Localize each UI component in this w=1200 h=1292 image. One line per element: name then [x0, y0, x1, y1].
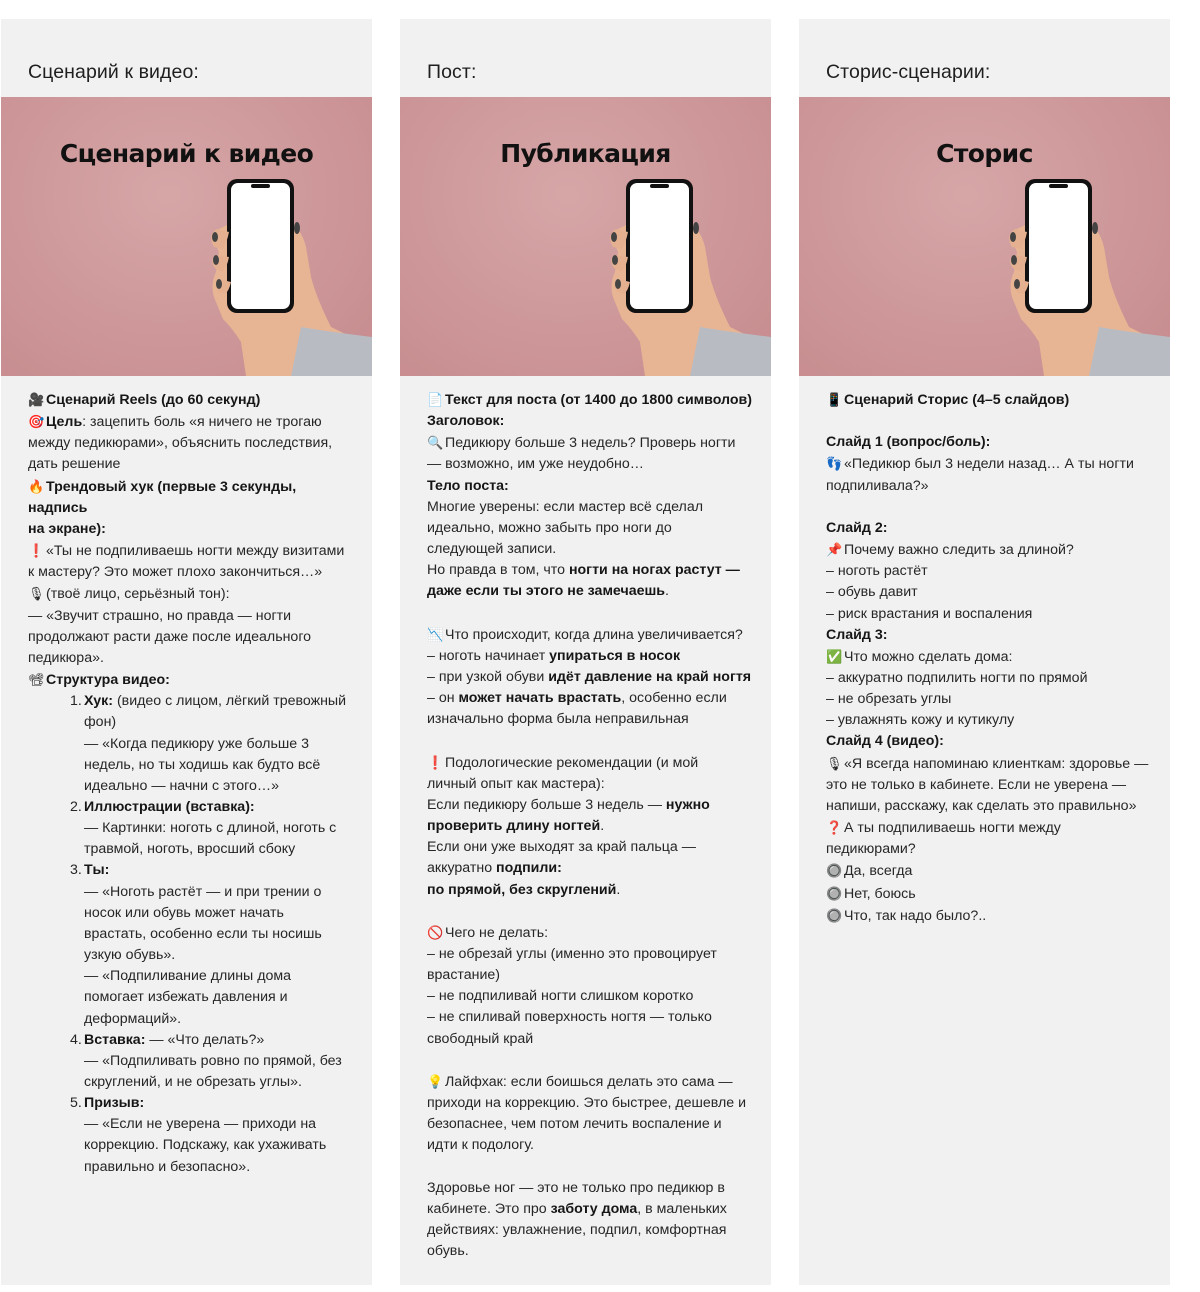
- line-text: действиях: увлажнение, подпил, комфортная: [427, 1222, 727, 1239]
- line-text: «Ты не подпиливаешь ногти между визитами: [46, 543, 345, 560]
- emoji-icon: ❓: [826, 820, 843, 836]
- list-number: 5.: [70, 1095, 82, 1112]
- line-text: к мастеру? Это может плохо закончиться…»: [28, 564, 323, 581]
- bold-text: нужно: [665, 796, 710, 813]
- line-text: — «Если не уверена — приходи на: [84, 1116, 317, 1133]
- line-text: Но правда в том, что: [427, 562, 569, 579]
- text-line: [427, 581, 752, 602]
- line-text: — «Подпиливание длины дома: [84, 968, 292, 985]
- line-text: врастание): [427, 967, 501, 984]
- line-text: узкую обувь».: [84, 947, 176, 964]
- text-line: [28, 945, 353, 966]
- line-text: – увлажнять кожу и кутикулу: [826, 712, 1015, 729]
- line-text: Лайфхак: если боишься делать это сама —: [445, 1073, 733, 1090]
- text-line: [28, 1072, 353, 1093]
- text-line: [826, 625, 1151, 646]
- text-line: [28, 1135, 353, 1156]
- text-line: [28, 411, 353, 433]
- line-text: Здоровье ног — это не только про педикюр в: [427, 1179, 725, 1196]
- list-number: 1.: [70, 693, 82, 710]
- heading-text: Слайд 2:: [826, 519, 888, 536]
- heading-text: Слайд 3:: [826, 626, 888, 643]
- bold-text: упираться в носок: [549, 647, 681, 664]
- line-text: педикюра».: [28, 649, 104, 666]
- text-line: [427, 539, 752, 560]
- line-text: скруглений, и не обрезать углы».: [84, 1074, 302, 1090]
- card-title: Сценарий к видео:: [28, 61, 199, 83]
- line-text: носок или обувь может начать: [84, 904, 284, 921]
- line-text: обувь.: [427, 1243, 469, 1260]
- text-line: [427, 1007, 752, 1028]
- card-stories: [799, 19, 1170, 1285]
- text-line: [427, 1178, 752, 1199]
- text-line: [427, 752, 752, 774]
- line-text: фон): [84, 714, 117, 731]
- text-line: [826, 775, 1151, 796]
- emoji-icon: ❗: [427, 754, 444, 770]
- emoji-icon: 🚫: [427, 924, 444, 940]
- emoji-icon: 👣: [826, 456, 843, 472]
- line-text: продолжают расти даже после идеального: [28, 628, 312, 645]
- text-line: [28, 1157, 353, 1178]
- line-text: это не только в кабинете. Если не уверена —: [826, 776, 1127, 793]
- line-text: — «Подпиливать ровно по прямой, без: [84, 1052, 342, 1069]
- line-text: – при узкой обуви: [427, 669, 549, 686]
- text-line: [28, 1051, 353, 1072]
- emoji-icon: 📉: [427, 626, 444, 642]
- list-number: 3.: [70, 862, 82, 879]
- emoji-icon: ❗: [28, 543, 45, 559]
- line-text: — «Звучит страшно, но правда — ногти: [28, 607, 292, 624]
- line-text: — «Ноготь растёт — и при трении о: [84, 883, 322, 900]
- line-text: – обувь давит: [826, 584, 918, 601]
- text-line: [826, 604, 1151, 625]
- text-line: [427, 603, 752, 624]
- card-body: [28, 389, 353, 1178]
- text-line: [28, 519, 353, 540]
- line-text: идеально, можно забыть про ноги до: [427, 519, 672, 536]
- text-line: [427, 624, 752, 646]
- line-text: дать решение: [28, 456, 121, 473]
- text-line: [826, 817, 1151, 839]
- list-item-title: Иллюстрации (вставка):: [84, 798, 255, 815]
- text-line: [28, 540, 353, 562]
- hero-image: [799, 97, 1170, 376]
- text-line: [427, 432, 752, 454]
- hero-title: Публикация: [500, 139, 671, 168]
- hero-title: Сценарий к видео: [59, 139, 314, 168]
- text-line: [826, 860, 1151, 882]
- line-text: между педикюрами», объяснить последствия,: [28, 435, 333, 452]
- list-item-title: Ты:: [84, 862, 110, 879]
- text-line: [28, 882, 353, 903]
- card-body: [427, 389, 752, 1262]
- emoji-icon: 🔍: [427, 435, 444, 451]
- line-text: Чего не делать:: [445, 924, 549, 941]
- emoji-icon: 🎥: [28, 392, 45, 407]
- emoji-icon: 🔘: [826, 885, 843, 901]
- heading-text: Сценарий Сторис (4–5 слайдов): [844, 392, 1070, 408]
- heading-text: Тело поста:: [427, 477, 509, 494]
- hero-image: [400, 97, 771, 376]
- text-line: [28, 454, 353, 475]
- text-line: [28, 734, 353, 755]
- line-text: .: [600, 818, 605, 835]
- text-line: [826, 497, 1151, 518]
- text-line: [28, 1009, 353, 1030]
- line-text: деформаций».: [84, 1010, 182, 1027]
- text-line: [28, 627, 353, 648]
- emoji-icon: 🔥: [28, 478, 45, 494]
- list-item-title: Хук:: [84, 693, 113, 710]
- text-line: [28, 1093, 353, 1114]
- emoji-icon: 🔘: [826, 907, 843, 923]
- emoji-icon: 🎙: [826, 755, 843, 771]
- hand-phone-icon: [1, 97, 372, 376]
- bold-text: проверить длину ногтей: [427, 818, 601, 835]
- bold-text: Цель: [46, 414, 83, 431]
- text-line: [28, 648, 353, 669]
- text-line: [427, 1241, 752, 1262]
- text-line: [427, 646, 752, 667]
- line-text: следующей записи.: [427, 541, 557, 558]
- text-line: [427, 1220, 752, 1241]
- line-text: – риск врастания и воспаления: [826, 605, 1033, 622]
- hero-image: [1, 97, 372, 376]
- text-line: [826, 411, 1151, 432]
- line-text: – он: [427, 690, 459, 707]
- bold-text: подпили:: [496, 860, 562, 877]
- line-text: травмой, ноготь, вросший сбоку: [84, 841, 296, 858]
- bold-text: идёт давление на край ногтя: [548, 669, 752, 686]
- list-number: 4.: [70, 1031, 82, 1048]
- text-line: [28, 389, 353, 411]
- hero-title: Сторис: [936, 139, 1033, 168]
- text-line: [28, 712, 353, 733]
- text-line: [427, 965, 752, 986]
- emoji-icon: 💡: [427, 1073, 444, 1089]
- text-line: [28, 797, 353, 818]
- line-text: (видео с лицом, лёгкий тревожный: [113, 693, 347, 710]
- text-line: [427, 454, 752, 475]
- text-line: [427, 922, 752, 944]
- text-line: [28, 776, 353, 797]
- line-text: кабинете. Это про: [427, 1200, 551, 1217]
- text-line: [826, 646, 1151, 668]
- list-number: 2.: [70, 798, 82, 815]
- line-text: Что происходит, когда длина увеличивается?: [445, 626, 743, 643]
- text-line: [826, 668, 1151, 689]
- text-line: [427, 944, 752, 965]
- line-text: «Я всегда напоминаю клиенткам: здоровье —: [844, 755, 1149, 772]
- hand-phone-icon: [799, 97, 1170, 376]
- text-line: [427, 1050, 752, 1071]
- line-text: Что можно сделать дома:: [844, 648, 1013, 665]
- line-text: .: [665, 583, 669, 600]
- text-line: [826, 453, 1151, 475]
- line-text: Подологические рекомендации (и мой: [445, 754, 699, 771]
- line-text: «Педикюр был 3 недели назад… А ты ногти: [844, 456, 1134, 473]
- text-line: [427, 774, 752, 795]
- line-text: правильно и безопасно».: [84, 1158, 251, 1175]
- heading-text: Структура видео:: [46, 672, 170, 689]
- line-text: – ноготь начинает: [427, 647, 550, 664]
- text-line: [826, 582, 1151, 603]
- card-title: Сторис-сценарии:: [826, 61, 991, 83]
- line-text: , особенно если: [621, 690, 727, 707]
- line-text: — Картинки: ноготь с длиной, ноготь с: [84, 820, 337, 837]
- text-line: [28, 476, 353, 519]
- text-line: [427, 1199, 752, 1220]
- heading-text: Слайд 1 (вопрос/боль):: [826, 434, 991, 451]
- line-text: помогает избежать давления и: [84, 989, 288, 1006]
- text-line: [28, 433, 353, 454]
- line-text: идти к подологу.: [427, 1137, 534, 1154]
- line-text: изначально форма была неправильная: [427, 711, 689, 728]
- line-text: – ноготь растёт: [826, 563, 928, 580]
- heading-text: на экране):: [28, 520, 106, 537]
- text-line: [28, 924, 353, 945]
- emoji-icon: 🎯: [28, 414, 45, 430]
- line-text: подпиливала?»: [826, 477, 929, 494]
- line-text: педикюрами?: [826, 841, 916, 858]
- text-line: [28, 860, 353, 881]
- line-text: врастать, особенно если ты носишь: [84, 925, 322, 942]
- text-line: [28, 669, 353, 691]
- line-text: коррекцию. Подскажу, как ухаживать: [84, 1137, 327, 1154]
- text-line: [826, 689, 1151, 710]
- line-text: .: [616, 881, 621, 898]
- heading-text: Заголовок:: [427, 413, 505, 430]
- text-line: [28, 966, 353, 987]
- text-line: [427, 560, 752, 581]
- line-text: , в маленьких: [637, 1200, 727, 1217]
- line-text: идеально — начни с этого…»: [84, 777, 279, 794]
- text-line: [826, 561, 1151, 582]
- line-text: свободный край: [427, 1030, 534, 1047]
- text-line: [427, 1114, 752, 1135]
- heading-text: Сценарий Reels (до 60 секунд): [46, 392, 261, 408]
- text-line: [427, 730, 752, 751]
- text-line: [826, 796, 1151, 817]
- text-line: [826, 883, 1151, 905]
- text-line: [826, 753, 1151, 775]
- card-video-script: [1, 19, 372, 1285]
- text-line: [28, 606, 353, 627]
- line-text: Если педикюру больше 3 недель —: [427, 796, 666, 813]
- emoji-icon: 📽: [28, 672, 45, 688]
- emoji-icon: ✅: [826, 648, 843, 664]
- line-text: Если они уже выходят за край пальца —: [427, 839, 696, 856]
- list-item-title: Вставка:: [84, 1031, 146, 1048]
- emoji-icon: 🎙: [28, 586, 45, 602]
- text-line: [427, 497, 752, 518]
- heading-text: Текст для поста (от 1400 до 1800 символов): [445, 392, 752, 408]
- text-line: [427, 880, 752, 901]
- line-text: Да, всегда: [844, 863, 913, 880]
- line-text: напиши, расскажу, как сделать это правильно»: [826, 797, 1137, 814]
- text-line: [28, 903, 353, 924]
- text-line: [28, 562, 353, 583]
- text-line: [826, 389, 1151, 411]
- text-line: [28, 1030, 353, 1051]
- text-line: [427, 667, 752, 688]
- text-line: [826, 518, 1151, 539]
- text-line: [427, 411, 752, 432]
- text-line: [28, 1114, 353, 1135]
- text-line: [427, 518, 752, 539]
- line-text: безопаснее, чем потом лечить воспаление и: [427, 1116, 722, 1133]
- bold-text: даже если ты этого не замечаешь: [427, 583, 666, 600]
- line-text: Нет, боюсь: [844, 885, 916, 902]
- line-text: – не обрезай углы (именно это провоцирует: [427, 946, 717, 963]
- text-line: [427, 816, 752, 837]
- line-text: аккуратно: [427, 860, 497, 877]
- line-text: личный опыт как мастера):: [427, 775, 605, 792]
- text-line: [427, 688, 752, 709]
- text-line: [427, 858, 752, 879]
- emoji-icon: 🔘: [826, 863, 843, 879]
- text-line: [28, 583, 353, 605]
- text-line: [427, 795, 752, 816]
- heading-text: Трендовый хук (первые 3 секунды, надпись: [28, 478, 297, 516]
- line-text: — «Что делать?»: [145, 1031, 265, 1048]
- list-item-title: Призыв:: [84, 1095, 145, 1112]
- card-body: [826, 389, 1151, 927]
- text-line: [427, 1029, 752, 1050]
- card-post: [400, 19, 771, 1285]
- line-text: — «Когда педикюру уже больше 3: [84, 735, 309, 752]
- line-text: Что, так надо было?..: [844, 907, 987, 924]
- text-line: [427, 901, 752, 922]
- bold-text: по прямой, без скруглений: [427, 881, 617, 898]
- line-text: – не подпиливай ногти слишком коротко: [427, 988, 694, 1005]
- bold-text: заботу дома: [550, 1200, 638, 1217]
- text-line: [427, 1071, 752, 1093]
- text-line: [427, 1093, 752, 1114]
- line-text: – не обрезать углы: [826, 691, 952, 708]
- text-line: [826, 710, 1151, 731]
- text-line: [427, 986, 752, 1007]
- line-text: : зацепить боль «я ничего не трогаю: [82, 414, 322, 431]
- line-text: – не спиливай поверхность ногтя — только: [427, 1009, 712, 1026]
- line-text: А ты подпиливаешь ногти между: [844, 820, 1061, 837]
- text-line: [28, 755, 353, 776]
- text-line: [427, 389, 752, 411]
- text-line: [826, 731, 1151, 752]
- bold-text: может начать врастать: [458, 690, 622, 707]
- text-line: [427, 1157, 752, 1178]
- line-text: — возможно, им уже неудобно…: [427, 456, 644, 473]
- text-line: [826, 839, 1151, 860]
- line-text: (твоё лицо, серьёзный тон):: [46, 586, 230, 603]
- emoji-icon: 📌: [826, 542, 843, 558]
- text-line: [28, 691, 353, 712]
- text-line: [28, 987, 353, 1008]
- text-line: [427, 476, 752, 497]
- text-line: [826, 539, 1151, 561]
- text-line: [427, 837, 752, 858]
- line-text: приходи на коррекцию. Это быстрее, дешевле и: [427, 1095, 747, 1112]
- bold-text: ногти на ногах растут —: [568, 562, 740, 579]
- emoji-icon: 📄: [427, 392, 444, 407]
- line-text: Многие уверены: если мастер всё сделал: [427, 498, 704, 515]
- hand-phone-icon: [400, 97, 771, 376]
- card-title: Пост:: [427, 61, 477, 83]
- heading-text: Слайд 4 (видео):: [826, 733, 944, 750]
- emoji-icon: 📱: [826, 392, 843, 407]
- line-text: Педикюру больше 3 недель? Проверь ногти: [445, 435, 736, 452]
- text-line: [427, 709, 752, 730]
- text-line: [28, 839, 353, 860]
- line-text: Почему важно следить за длиной?: [844, 542, 1074, 559]
- line-text: – аккуратно подпилить ногти по прямой: [826, 670, 1088, 686]
- text-line: [28, 818, 353, 839]
- text-line: [826, 476, 1151, 497]
- text-line: [826, 905, 1151, 927]
- text-line: [427, 1135, 752, 1156]
- text-line: [826, 432, 1151, 453]
- line-text: недель, но ты ходишь как будто всё: [84, 756, 321, 773]
